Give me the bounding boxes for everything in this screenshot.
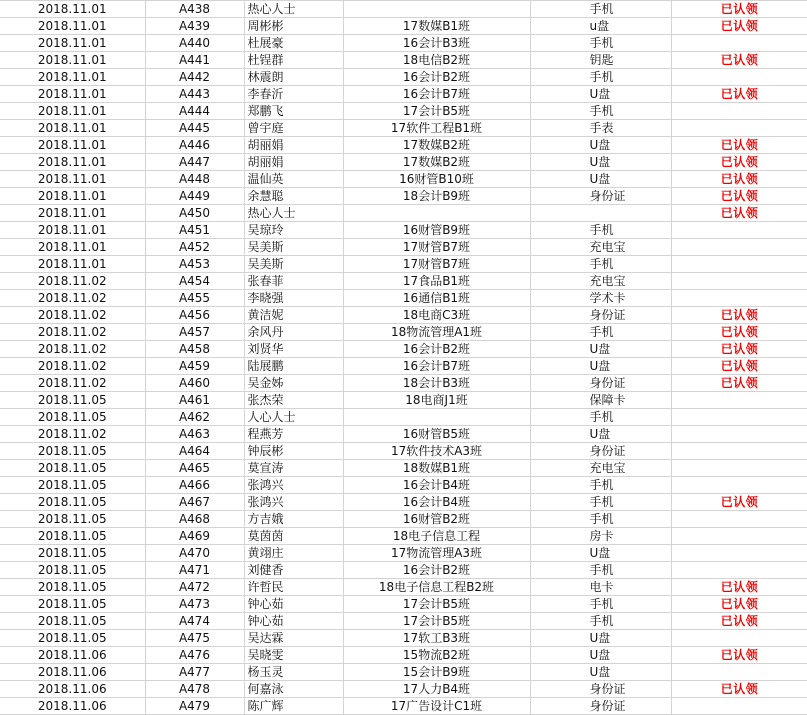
class-cell[interactable]: 18电商C3班: [343, 307, 530, 324]
status-cell[interactable]: 已认领: [671, 341, 807, 358]
item-cell[interactable]: 身份证: [530, 681, 671, 698]
class-cell[interactable]: 17会计B5班: [343, 613, 530, 630]
item-cell[interactable]: U盘: [530, 137, 671, 154]
status-cell[interactable]: [671, 511, 807, 528]
table-row: [0, 409, 807, 426]
name-cell[interactable]: 余慧聪: [244, 188, 343, 205]
name-cell[interactable]: 热心人士: [244, 205, 343, 222]
item-cell[interactable]: 手机: [530, 69, 671, 86]
id-cell[interactable]: A463: [145, 426, 244, 443]
id-cell[interactable]: A460: [145, 375, 244, 392]
table-row: [0, 239, 807, 256]
class-cell[interactable]: 17食品B1班: [343, 273, 530, 290]
item-cell[interactable]: u盘: [530, 18, 671, 35]
item-cell[interactable]: 手机: [530, 494, 671, 511]
class-cell[interactable]: 17财管B7班: [343, 239, 530, 256]
status-cell[interactable]: 已认领: [671, 205, 807, 222]
class-cell[interactable]: [343, 205, 530, 222]
date-cell[interactable]: 2018.11.02: [0, 341, 145, 358]
date-cell[interactable]: 2018.11.01: [0, 137, 145, 154]
table-row: [0, 392, 807, 409]
status-cell[interactable]: [671, 103, 807, 120]
status-cell[interactable]: [671, 290, 807, 307]
name-cell[interactable]: 杜锃群: [244, 52, 343, 69]
status-cell[interactable]: 已认领: [671, 18, 807, 35]
class-cell[interactable]: 16财管B10班: [343, 171, 530, 188]
status-cell[interactable]: [671, 120, 807, 137]
status-cell[interactable]: [671, 256, 807, 273]
id-cell[interactable]: A452: [145, 239, 244, 256]
item-cell[interactable]: 身份证: [530, 307, 671, 324]
date-cell[interactable]: 2018.11.02: [0, 307, 145, 324]
item-cell[interactable]: 学术卡: [530, 290, 671, 307]
date-cell[interactable]: 2018.11.06: [0, 698, 145, 715]
item-cell[interactable]: 手机: [530, 222, 671, 239]
status-cell[interactable]: 已认领: [671, 1, 807, 18]
date-cell[interactable]: 2018.11.06: [0, 664, 145, 681]
table-row: [0, 375, 807, 392]
id-cell[interactable]: A454: [145, 273, 244, 290]
name-cell[interactable]: 张鸿兴: [244, 477, 343, 494]
status-cell[interactable]: [671, 562, 807, 579]
table-row: [0, 1, 807, 18]
date-cell[interactable]: 2018.11.02: [0, 324, 145, 341]
name-cell[interactable]: 陆展鹏: [244, 358, 343, 375]
table-row: [0, 205, 807, 222]
status-cell[interactable]: [671, 460, 807, 477]
class-cell[interactable]: 18电子信息工程B2班: [343, 579, 530, 596]
class-cell[interactable]: 17会计B5班: [343, 103, 530, 120]
table-body: [0, 1, 807, 715]
class-cell[interactable]: 17会计B5班: [343, 596, 530, 613]
table-row: [0, 613, 807, 630]
id-cell[interactable]: A475: [145, 630, 244, 647]
name-cell[interactable]: 热心人士: [244, 1, 343, 18]
date-cell[interactable]: 2018.11.05: [0, 477, 145, 494]
date-cell[interactable]: 2018.11.05: [0, 409, 145, 426]
item-cell[interactable]: 手机: [530, 324, 671, 341]
name-cell[interactable]: 莫茵茵: [244, 528, 343, 545]
date-cell[interactable]: 2018.11.05: [0, 630, 145, 647]
class-cell[interactable]: 16会计B2班: [343, 69, 530, 86]
date-cell[interactable]: 2018.11.02: [0, 426, 145, 443]
name-cell[interactable]: 吴晓雯: [244, 647, 343, 664]
status-cell[interactable]: 已认领: [671, 358, 807, 375]
class-cell[interactable]: 16财管B9班: [343, 222, 530, 239]
date-cell[interactable]: 2018.11.05: [0, 579, 145, 596]
class-cell[interactable]: 16会计B2班: [343, 562, 530, 579]
class-cell[interactable]: 18电商J1班: [343, 392, 530, 409]
id-cell[interactable]: A465: [145, 460, 244, 477]
item-cell[interactable]: 身份证: [530, 188, 671, 205]
table-row: [0, 154, 807, 171]
status-cell[interactable]: [671, 528, 807, 545]
id-cell[interactable]: A446: [145, 137, 244, 154]
table-row: [0, 664, 807, 681]
status-cell[interactable]: [671, 443, 807, 460]
status-cell[interactable]: [671, 545, 807, 562]
id-cell[interactable]: A445: [145, 120, 244, 137]
table-row: [0, 426, 807, 443]
status-cell[interactable]: [671, 426, 807, 443]
item-cell[interactable]: 身份证: [530, 698, 671, 715]
table-row: [0, 290, 807, 307]
table-row: [0, 307, 807, 324]
name-cell[interactable]: 方吉娥: [244, 511, 343, 528]
class-cell[interactable]: 17软件技术A3班: [343, 443, 530, 460]
date-cell[interactable]: 2018.11.01: [0, 35, 145, 52]
id-cell[interactable]: A466: [145, 477, 244, 494]
name-cell[interactable]: 温仙英: [244, 171, 343, 188]
name-cell[interactable]: 吴金姊: [244, 375, 343, 392]
name-cell[interactable]: 吴达霖: [244, 630, 343, 647]
class-cell[interactable]: 18会计B9班: [343, 188, 530, 205]
status-cell[interactable]: [671, 273, 807, 290]
name-cell[interactable]: 黄翊庄: [244, 545, 343, 562]
date-cell[interactable]: 2018.11.01: [0, 239, 145, 256]
id-cell[interactable]: A447: [145, 154, 244, 171]
table-row: [0, 443, 807, 460]
item-cell[interactable]: U盘: [530, 630, 671, 647]
status-cell[interactable]: [671, 35, 807, 52]
name-cell[interactable]: 林震朗: [244, 69, 343, 86]
date-cell[interactable]: 2018.11.02: [0, 273, 145, 290]
status-cell[interactable]: [671, 409, 807, 426]
table-row: [0, 324, 807, 341]
item-cell[interactable]: 手机: [530, 477, 671, 494]
item-cell[interactable]: U盘: [530, 341, 671, 358]
id-cell[interactable]: A476: [145, 647, 244, 664]
date-cell[interactable]: 2018.11.01: [0, 1, 145, 18]
name-cell[interactable]: 余风丹: [244, 324, 343, 341]
id-cell[interactable]: A438: [145, 1, 244, 18]
table-row: [0, 358, 807, 375]
item-cell[interactable]: 手机: [530, 562, 671, 579]
id-cell[interactable]: A439: [145, 18, 244, 35]
status-cell[interactable]: [671, 664, 807, 681]
item-cell[interactable]: 身份证: [530, 443, 671, 460]
table-row: [0, 188, 807, 205]
table-row: [0, 52, 807, 69]
id-cell[interactable]: A457: [145, 324, 244, 341]
name-cell[interactable]: 吴美斯: [244, 256, 343, 273]
status-cell[interactable]: 已认领: [671, 647, 807, 664]
date-cell[interactable]: 2018.11.01: [0, 69, 145, 86]
date-cell[interactable]: 2018.11.01: [0, 86, 145, 103]
item-cell[interactable]: 手机: [530, 103, 671, 120]
date-cell[interactable]: 2018.11.01: [0, 52, 145, 69]
item-cell[interactable]: U盘: [530, 86, 671, 103]
id-cell[interactable]: A470: [145, 545, 244, 562]
class-cell[interactable]: 16会计B4班: [343, 477, 530, 494]
class-cell[interactable]: 17数媒B1班: [343, 18, 530, 35]
status-cell[interactable]: 已认领: [671, 154, 807, 171]
date-cell[interactable]: 2018.11.01: [0, 171, 145, 188]
date-cell[interactable]: 2018.11.01: [0, 120, 145, 137]
id-cell[interactable]: A478: [145, 681, 244, 698]
class-cell[interactable]: 16会计B2班: [343, 341, 530, 358]
date-cell[interactable]: 2018.11.05: [0, 494, 145, 511]
class-cell[interactable]: 18数媒B1班: [343, 460, 530, 477]
status-cell[interactable]: 已认领: [671, 681, 807, 698]
class-cell[interactable]: 17数媒B2班: [343, 137, 530, 154]
status-cell[interactable]: 已认领: [671, 52, 807, 69]
name-cell[interactable]: 许哲民: [244, 579, 343, 596]
id-cell[interactable]: A449: [145, 188, 244, 205]
id-cell[interactable]: A459: [145, 358, 244, 375]
name-cell[interactable]: 张春菲: [244, 273, 343, 290]
name-cell[interactable]: 杨玉灵: [244, 664, 343, 681]
class-cell[interactable]: [343, 409, 530, 426]
class-cell[interactable]: 16会计B7班: [343, 86, 530, 103]
item-cell[interactable]: 钥匙: [530, 52, 671, 69]
status-cell[interactable]: 已认领: [671, 171, 807, 188]
class-cell[interactable]: 17物流管理A3班: [343, 545, 530, 562]
name-cell[interactable]: 李春沂: [244, 86, 343, 103]
date-cell[interactable]: 2018.11.01: [0, 256, 145, 273]
name-cell[interactable]: 曾宇庭: [244, 120, 343, 137]
id-cell[interactable]: A479: [145, 698, 244, 715]
name-cell[interactable]: 钟辰彬: [244, 443, 343, 460]
name-cell[interactable]: 张杰荣: [244, 392, 343, 409]
name-cell[interactable]: 刘健香: [244, 562, 343, 579]
item-cell[interactable]: [530, 205, 671, 222]
table-row: [0, 460, 807, 477]
id-cell[interactable]: A444: [145, 103, 244, 120]
item-cell[interactable]: U盘: [530, 171, 671, 188]
date-cell[interactable]: 2018.11.05: [0, 613, 145, 630]
id-cell[interactable]: A468: [145, 511, 244, 528]
item-cell[interactable]: 房卡: [530, 528, 671, 545]
class-cell[interactable]: 18电信B2班: [343, 52, 530, 69]
status-cell[interactable]: 已认领: [671, 307, 807, 324]
class-cell[interactable]: 18物流管理A1班: [343, 324, 530, 341]
name-cell[interactable]: 胡丽娟: [244, 154, 343, 171]
name-cell[interactable]: 李晓强: [244, 290, 343, 307]
table-row: [0, 579, 807, 596]
class-cell[interactable]: 17人力B4班: [343, 681, 530, 698]
table-row: [0, 35, 807, 52]
name-cell[interactable]: 何嘉泳: [244, 681, 343, 698]
date-cell[interactable]: 2018.11.01: [0, 103, 145, 120]
name-cell[interactable]: 胡丽娟: [244, 137, 343, 154]
id-cell[interactable]: A467: [145, 494, 244, 511]
date-cell[interactable]: 2018.11.01: [0, 18, 145, 35]
date-cell[interactable]: 2018.11.05: [0, 460, 145, 477]
date-cell[interactable]: 2018.11.05: [0, 562, 145, 579]
name-cell[interactable]: 陈广辉: [244, 698, 343, 715]
id-cell[interactable]: A442: [145, 69, 244, 86]
item-cell[interactable]: U盘: [530, 545, 671, 562]
table-row: [0, 596, 807, 613]
item-cell[interactable]: 保障卡: [530, 392, 671, 409]
table-row: [0, 86, 807, 103]
status-cell[interactable]: [671, 698, 807, 715]
date-cell[interactable]: 2018.11.05: [0, 392, 145, 409]
status-cell[interactable]: 已认领: [671, 86, 807, 103]
class-cell[interactable]: 17广告设计C1班: [343, 698, 530, 715]
name-cell[interactable]: 钟心茹: [244, 613, 343, 630]
item-cell[interactable]: U盘: [530, 664, 671, 681]
status-cell[interactable]: [671, 239, 807, 256]
name-cell[interactable]: 吴琼玲: [244, 222, 343, 239]
item-cell[interactable]: 充电宝: [530, 273, 671, 290]
status-cell[interactable]: 已认领: [671, 494, 807, 511]
table-row: [0, 103, 807, 120]
id-cell[interactable]: A450: [145, 205, 244, 222]
table-row: [0, 256, 807, 273]
id-cell[interactable]: A461: [145, 392, 244, 409]
status-cell[interactable]: 已认领: [671, 613, 807, 630]
table-row: [0, 511, 807, 528]
name-cell[interactable]: 莫宣涛: [244, 460, 343, 477]
date-cell[interactable]: 2018.11.05: [0, 596, 145, 613]
status-cell[interactable]: [671, 630, 807, 647]
table-row: [0, 647, 807, 664]
table-row: [0, 120, 807, 137]
item-cell[interactable]: U盘: [530, 647, 671, 664]
item-cell[interactable]: 手机: [530, 35, 671, 52]
class-cell[interactable]: 17软件工程B1班: [343, 120, 530, 137]
status-cell[interactable]: [671, 392, 807, 409]
class-cell[interactable]: 16会计B4班: [343, 494, 530, 511]
table-row: [0, 222, 807, 239]
id-cell[interactable]: A472: [145, 579, 244, 596]
item-cell[interactable]: U盘: [530, 426, 671, 443]
class-cell[interactable]: 16通信B1班: [343, 290, 530, 307]
date-cell[interactable]: 2018.11.05: [0, 443, 145, 460]
class-cell[interactable]: 17财管B7班: [343, 256, 530, 273]
item-cell[interactable]: 身份证: [530, 375, 671, 392]
name-cell[interactable]: 黄洁妮: [244, 307, 343, 324]
table-row: [0, 69, 807, 86]
status-cell[interactable]: 已认领: [671, 596, 807, 613]
table-row: [0, 698, 807, 715]
status-cell[interactable]: [671, 69, 807, 86]
date-cell[interactable]: 2018.11.01: [0, 188, 145, 205]
date-cell[interactable]: 2018.11.01: [0, 222, 145, 239]
table-row: [0, 273, 807, 290]
id-cell[interactable]: A458: [145, 341, 244, 358]
id-cell[interactable]: A456: [145, 307, 244, 324]
status-cell[interactable]: 已认领: [671, 579, 807, 596]
status-cell[interactable]: [671, 477, 807, 494]
status-cell[interactable]: 已认领: [671, 324, 807, 341]
id-cell[interactable]: A473: [145, 596, 244, 613]
name-cell[interactable]: 吴美斯: [244, 239, 343, 256]
name-cell[interactable]: 刘贤华: [244, 341, 343, 358]
id-cell[interactable]: A453: [145, 256, 244, 273]
class-cell[interactable]: 15物流B2班: [343, 647, 530, 664]
class-cell[interactable]: 15会计B9班: [343, 664, 530, 681]
item-cell[interactable]: 手机: [530, 613, 671, 630]
table-row: [0, 494, 807, 511]
class-cell[interactable]: 16财管B2班: [343, 511, 530, 528]
name-cell[interactable]: 杜展豪: [244, 35, 343, 52]
table-row: [0, 477, 807, 494]
date-cell[interactable]: 2018.11.05: [0, 511, 145, 528]
id-cell[interactable]: A474: [145, 613, 244, 630]
table-row: [0, 630, 807, 647]
id-cell[interactable]: A477: [145, 664, 244, 681]
id-cell[interactable]: A443: [145, 86, 244, 103]
class-cell[interactable]: 17数媒B2班: [343, 154, 530, 171]
item-cell[interactable]: 充电宝: [530, 460, 671, 477]
table-row: [0, 681, 807, 698]
class-cell[interactable]: 16会计B3班: [343, 35, 530, 52]
item-cell[interactable]: 电卡: [530, 579, 671, 596]
item-cell[interactable]: U盘: [530, 154, 671, 171]
class-cell[interactable]: 17软工B3班: [343, 630, 530, 647]
table-row: [0, 171, 807, 188]
item-cell[interactable]: 充电宝: [530, 239, 671, 256]
id-cell[interactable]: A440: [145, 35, 244, 52]
item-cell[interactable]: 手机: [530, 1, 671, 18]
name-cell[interactable]: 钟心茹: [244, 596, 343, 613]
item-cell[interactable]: 手机: [530, 596, 671, 613]
item-cell[interactable]: 手机: [530, 256, 671, 273]
item-cell[interactable]: 手机: [530, 409, 671, 426]
id-cell[interactable]: A448: [145, 171, 244, 188]
status-cell[interactable]: 已认领: [671, 188, 807, 205]
name-cell[interactable]: 人心人士: [244, 409, 343, 426]
item-cell[interactable]: 手表: [530, 120, 671, 137]
date-cell[interactable]: 2018.11.06: [0, 647, 145, 664]
date-cell[interactable]: 2018.11.05: [0, 545, 145, 562]
id-cell[interactable]: A469: [145, 528, 244, 545]
date-cell[interactable]: 2018.11.01: [0, 154, 145, 171]
status-cell[interactable]: 已认领: [671, 137, 807, 154]
name-cell[interactable]: 郑鹏飞: [244, 103, 343, 120]
table-row: [0, 528, 807, 545]
id-cell[interactable]: A455: [145, 290, 244, 307]
item-cell[interactable]: 手机: [530, 511, 671, 528]
id-cell[interactable]: A451: [145, 222, 244, 239]
date-cell[interactable]: 2018.11.02: [0, 375, 145, 392]
table-row: [0, 545, 807, 562]
date-cell[interactable]: 2018.11.06: [0, 681, 145, 698]
class-cell[interactable]: 18会计B3班: [343, 375, 530, 392]
class-cell[interactable]: 16财管B5班: [343, 426, 530, 443]
status-cell[interactable]: 已认领: [671, 375, 807, 392]
class-cell[interactable]: [343, 1, 530, 18]
item-cell[interactable]: U盘: [530, 358, 671, 375]
id-cell[interactable]: A471: [145, 562, 244, 579]
table-row: [0, 18, 807, 35]
id-cell[interactable]: A462: [145, 409, 244, 426]
class-cell[interactable]: 18电子信息工程: [343, 528, 530, 545]
status-cell[interactable]: [671, 222, 807, 239]
date-cell[interactable]: 2018.11.02: [0, 358, 145, 375]
class-cell[interactable]: 16会计B7班: [343, 358, 530, 375]
id-cell[interactable]: A441: [145, 52, 244, 69]
name-cell[interactable]: 周彬彬: [244, 18, 343, 35]
table-row: [0, 137, 807, 154]
name-cell[interactable]: 程燕芳: [244, 426, 343, 443]
id-cell[interactable]: A464: [145, 443, 244, 460]
table-row: [0, 562, 807, 579]
date-cell[interactable]: 2018.11.01: [0, 205, 145, 222]
name-cell[interactable]: 张鸿兴: [244, 494, 343, 511]
table-row: [0, 341, 807, 358]
date-cell[interactable]: 2018.11.02: [0, 290, 145, 307]
date-cell[interactable]: 2018.11.05: [0, 528, 145, 545]
